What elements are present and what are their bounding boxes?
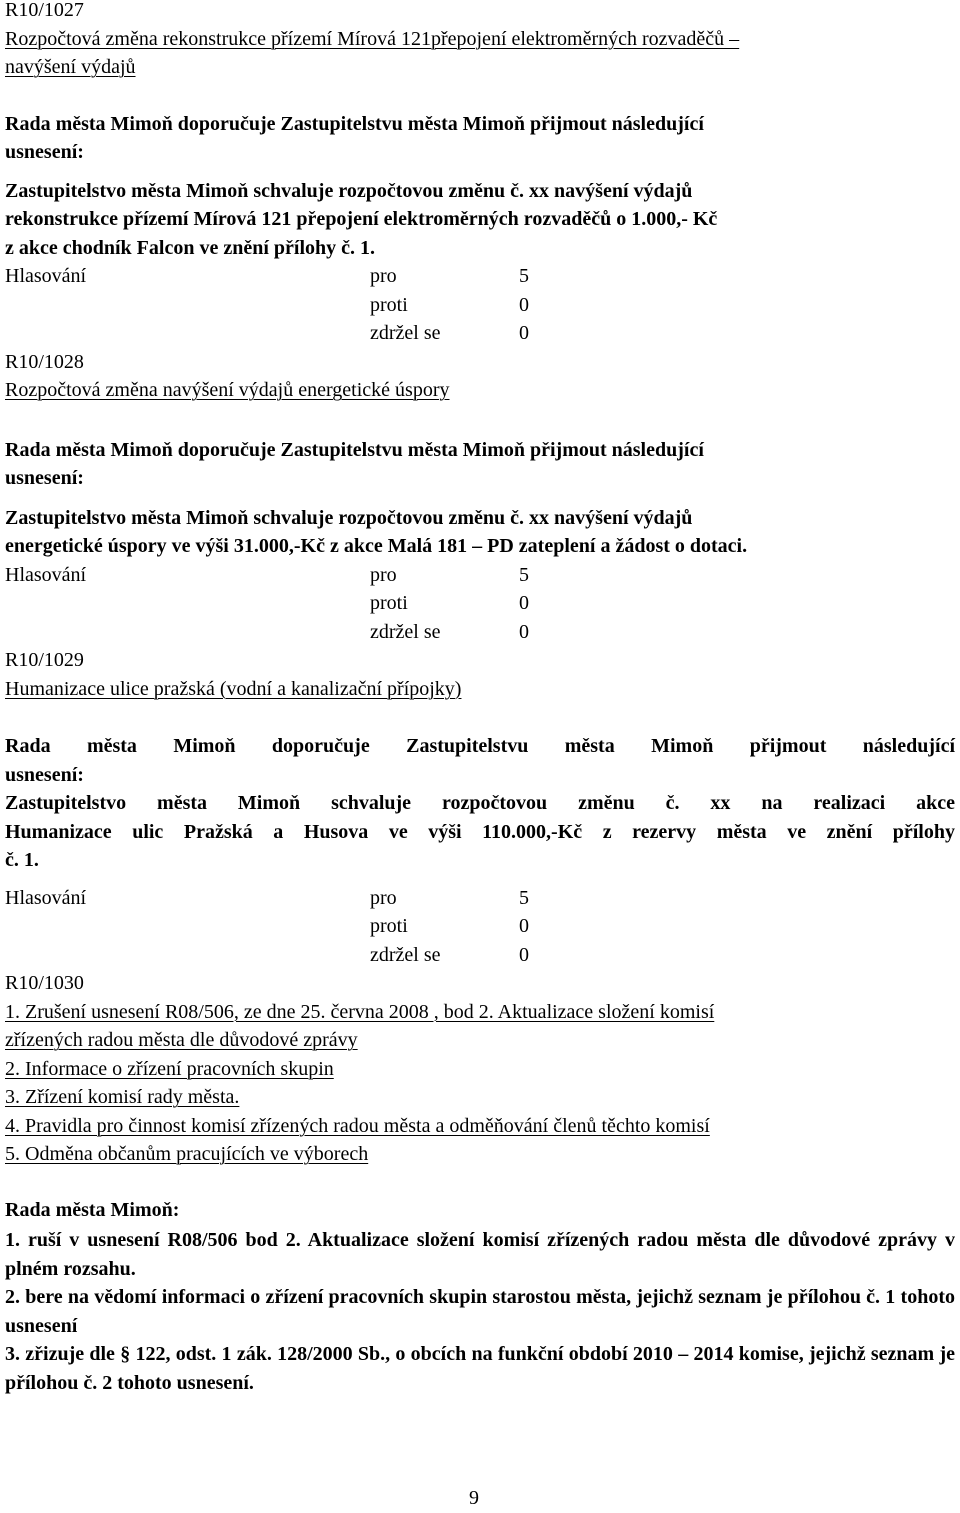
resolution-text: z akce chodník Falcon ve znění přílohy č. 1. — [5, 236, 375, 259]
page-number: 9 — [469, 1487, 479, 1509]
vote-proti-label: proti — [370, 915, 408, 937]
resolution-line: Humanizace ulic Pražská a Husova ve výši 110.000,-Kč z rezervy města ve znění přílohy — [5, 820, 955, 843]
recommendation-line: Rada města Mimoň doporučuje Zastupitelstvu města Mimoň přijmout následující — [5, 735, 955, 757]
vote-proti-label: proti — [370, 293, 408, 316]
resolution-text: č. 1. — [5, 849, 39, 871]
vote-zdrzel-count: 0 — [519, 943, 529, 966]
recommendation-text: Rada města Mimoň doporučuje Zastupitelstvu města Mimoň přijmout následující — [5, 112, 704, 135]
vote-proti-count: 0 — [519, 915, 529, 937]
council-decision: 2. bere na vědomí informaci o zřízení pracovních skupin starostou města, jejichž seznam je přílohou č. 1 tohoto usnesení — [5, 1286, 955, 1337]
recommendation-text: usnesení: — [5, 467, 84, 489]
resolution-code: R10/1029 — [5, 649, 84, 671]
vote-pro-count: 5 — [519, 265, 529, 287]
resolution-section-1027 — [5, 0, 955, 348]
vote-zdrzel-label: zdržel se — [370, 620, 441, 643]
vote-pro-label: pro — [370, 265, 397, 287]
vote-zdrzel-count: 0 — [519, 322, 529, 344]
vote-row-pro — [5, 561, 955, 590]
vote-pro-count: 5 — [519, 563, 529, 586]
vote-proti-label: proti — [370, 592, 408, 614]
vote-row-proti — [5, 589, 955, 618]
resolution-line: Zastupitelstvo města Mimoň schvaluje rozpočtovou změnu č. xx na realizaci akce — [5, 792, 955, 814]
vote-proti-count: 0 — [519, 293, 529, 316]
vote-row-proti — [5, 912, 955, 941]
council-decision: 1. ruší v usnesení R08/506 bod 2. Aktualizace složení komisí zřízených radou města dle důvodové zprávy v plném rozsahu. — [5, 1229, 955, 1280]
agenda-item: 3. Zřízení komisí rady města. — [5, 1086, 240, 1108]
resolution-section-1030 — [5, 969, 955, 1397]
vote-proti-count: 0 — [519, 592, 529, 614]
agenda-item: zřízených radou města dle důvodové zprávy — [5, 1029, 358, 1051]
recommendation-text: usnesení: — [5, 763, 84, 786]
vote-zdrzel-label: zdržel se — [370, 322, 441, 344]
resolution-text: rekonstrukce přízemí Mírová 121 přepojení elektroměrných rozvaděčů o 1.000,- Kč — [5, 208, 718, 230]
vote-row-pro — [5, 884, 955, 913]
agenda-item: 1. Zrušení usnesení R08/506, ze dne 25. června 2008 , bod 2. Aktualizace složení komisí — [5, 1000, 715, 1023]
vote-pro-count: 5 — [519, 886, 529, 909]
vote-label: Hlasování — [5, 563, 87, 586]
vote-label: Hlasování — [5, 886, 87, 909]
resolution-text: Zastupitelstvo města Mimoň schvaluje rozpočtovou změnu č. xx navýšení výdajů — [5, 179, 693, 202]
resolution-text — [5, 818, 955, 847]
council-decision: 3. zřizuje dle § 122, odst. 1 zák. 128/2000 Sb., o obcích na funkční období 2010 – 2014 komise, jejichž seznam je přílohou č. 2 tohoto usnesení. — [5, 1343, 955, 1394]
resolution-code: R10/1030 — [5, 972, 84, 994]
resolution-text: energetické úspory ve výši 31.000,-Kč z akce Malá 181 – PD zateplení a žádost o dotaci. — [5, 535, 748, 557]
resolution-title: Humanizace ulice pražská (vodní a kanalizační přípojky) — [5, 677, 462, 700]
vote-row-zdrzel — [5, 319, 955, 348]
vote-zdrzel-label: zdržel se — [370, 943, 441, 966]
resolution-code: R10/1028 — [5, 350, 84, 373]
agenda-item: 4. Pravidla pro činnost komisí zřízených radou města a odměňování členů těchto komisí — [5, 1114, 710, 1137]
vote-row-zdrzel — [5, 618, 955, 647]
recommendation-text — [5, 732, 955, 761]
vote-row-pro — [5, 262, 955, 291]
recommendation-text: usnesení: — [5, 141, 84, 163]
vote-pro-label: pro — [370, 886, 397, 909]
vote-row-zdrzel — [5, 941, 955, 970]
recommendation-text: Rada města Mimoň doporučuje Zastupitelstvu města Mimoň přijmout následující — [5, 438, 704, 461]
vote-pro-label: pro — [370, 563, 397, 586]
agenda-item: 5. Odměna občanům pracujících ve výborech — [5, 1143, 369, 1165]
agenda-item: 2. Informace o zřízení pracovních skupin — [5, 1057, 334, 1080]
resolution-title: navýšení výdajů — [5, 56, 136, 78]
resolution-section-1028 — [5, 348, 955, 647]
resolution-code: R10/1027 — [5, 0, 84, 21]
vote-row-proti — [5, 291, 955, 320]
vote-zdrzel-count: 0 — [519, 620, 529, 643]
document-page — [5, 0, 955, 1397]
resolution-title: Rozpočtová změna rekonstrukce přízemí Mírová 121přepojení elektroměrných rozvaděčů – — [5, 27, 740, 50]
council-heading: Rada města Mimoň: — [5, 1198, 180, 1221]
resolution-section-1029 — [5, 646, 955, 969]
vote-label: Hlasování — [5, 265, 87, 287]
resolution-text — [5, 789, 955, 818]
resolution-title: Rozpočtová změna navýšení výdajů energetické úspory — [5, 379, 450, 401]
resolution-text: Zastupitelstvo města Mimoň schvaluje rozpočtovou změnu č. xx navýšení výdajů — [5, 506, 693, 529]
